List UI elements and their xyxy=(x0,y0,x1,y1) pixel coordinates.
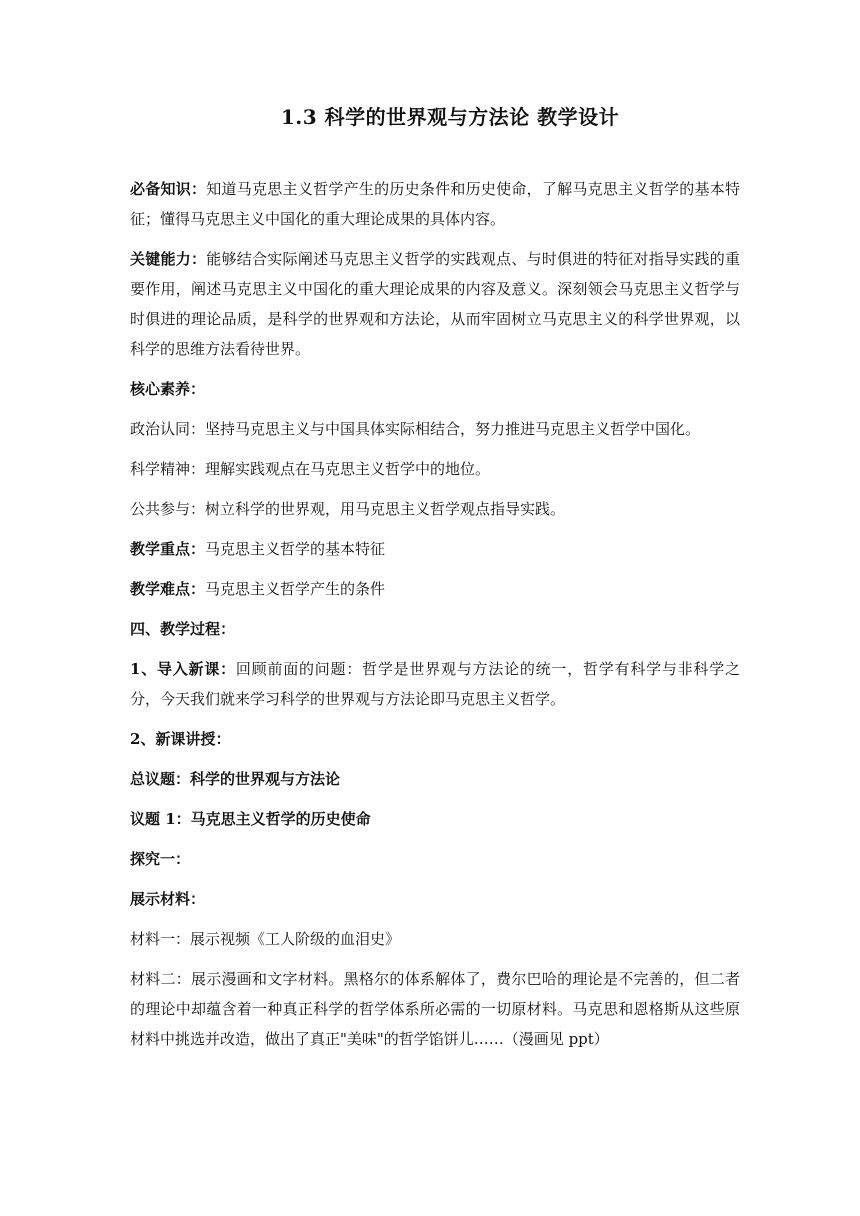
document-title: 1.3 科学的世界观与方法论 教学设计 xyxy=(280,105,620,129)
required-knowledge-label: 必备知识： xyxy=(130,180,207,198)
process-heading: 四、教学过程： xyxy=(130,620,236,638)
teaching-difficulty-label: 教学难点： xyxy=(130,580,206,598)
intro-label: 1、导入新课： xyxy=(130,660,236,678)
show-material-heading: 展示材料： xyxy=(130,890,206,908)
document-body xyxy=(130,174,740,1064)
public-participation-line: 公共参与：树立科学的世界观，用马克思主义哲学观点指导实践。 xyxy=(130,500,566,518)
key-ability-paragraph xyxy=(130,244,740,364)
core-literacy-heading: 核心素养： xyxy=(130,380,206,398)
key-ability-label: 关键能力： xyxy=(130,250,207,268)
required-knowledge-text: 知道马克思主义哲学产生的历史条件和历史使命，了解马克思主义哲学的基本特征；懂得马克思主义中国化的重大理论成果的具体内容。 xyxy=(130,180,740,228)
new-lesson-heading: 2、新课讲授： xyxy=(130,730,231,748)
material1-line: 材料一：展示视频《工人阶级的血泪史》 xyxy=(130,930,401,948)
political-identity-line: 政治认同：坚持马克思主义与中国具体实际相结合，努力推进马克思主义哲学中国化。 xyxy=(130,420,701,438)
required-knowledge-paragraph xyxy=(130,174,740,234)
overall-topic-heading: 总议题：科学的世界观与方法论 xyxy=(130,770,341,788)
teaching-focus-text: 马克思主义哲学的基本特征 xyxy=(205,540,386,558)
teaching-difficulty-line xyxy=(130,574,740,604)
material2-paragraph: 材料二：展示漫画和文字材料。黑格尔的体系解体了，费尔巴哈的理论是不完善的，但二者的理论中却蕴含着一种真正科学的哲学体系所必需的一切原材料。马克思和恩格斯从这些原材料中挑选并改造，做出了真正"美味"的哲学馅饼儿……（漫画见 ppt） xyxy=(130,970,740,1048)
teaching-difficulty-text: 马克思主义哲学产生的条件 xyxy=(205,580,386,598)
intro-text: 回顾前面的问题：哲学是世界观与方法论的统一，哲学有科学与非科学之分，今天我们就来学习科学的世界观与方法论即马克思主义哲学。 xyxy=(130,660,740,708)
explore1-heading: 探究一： xyxy=(130,850,191,868)
intro-paragraph xyxy=(130,654,740,714)
topic1-heading: 议题 1：马克思主义哲学的历史使命 xyxy=(130,810,371,828)
scientific-spirit-line: 科学精神：理解实践观点在马克思主义哲学中的地位。 xyxy=(130,460,491,478)
teaching-focus-label: 教学重点： xyxy=(130,540,206,558)
key-ability-text: 能够结合实际阐述马克思主义哲学的实践观点、与时俱进的特征对指导实践的重要作用，阐述马克思主义中国化的重大理论成果的内容及意义。深刻领会马克思主义哲学与时俱进的理论品质，是科学的世界观和方法论，从而牢固树立马克思主义的科学世界观，以科学的思维方法看待世界。 xyxy=(130,250,740,358)
teaching-focus-line xyxy=(130,534,740,564)
